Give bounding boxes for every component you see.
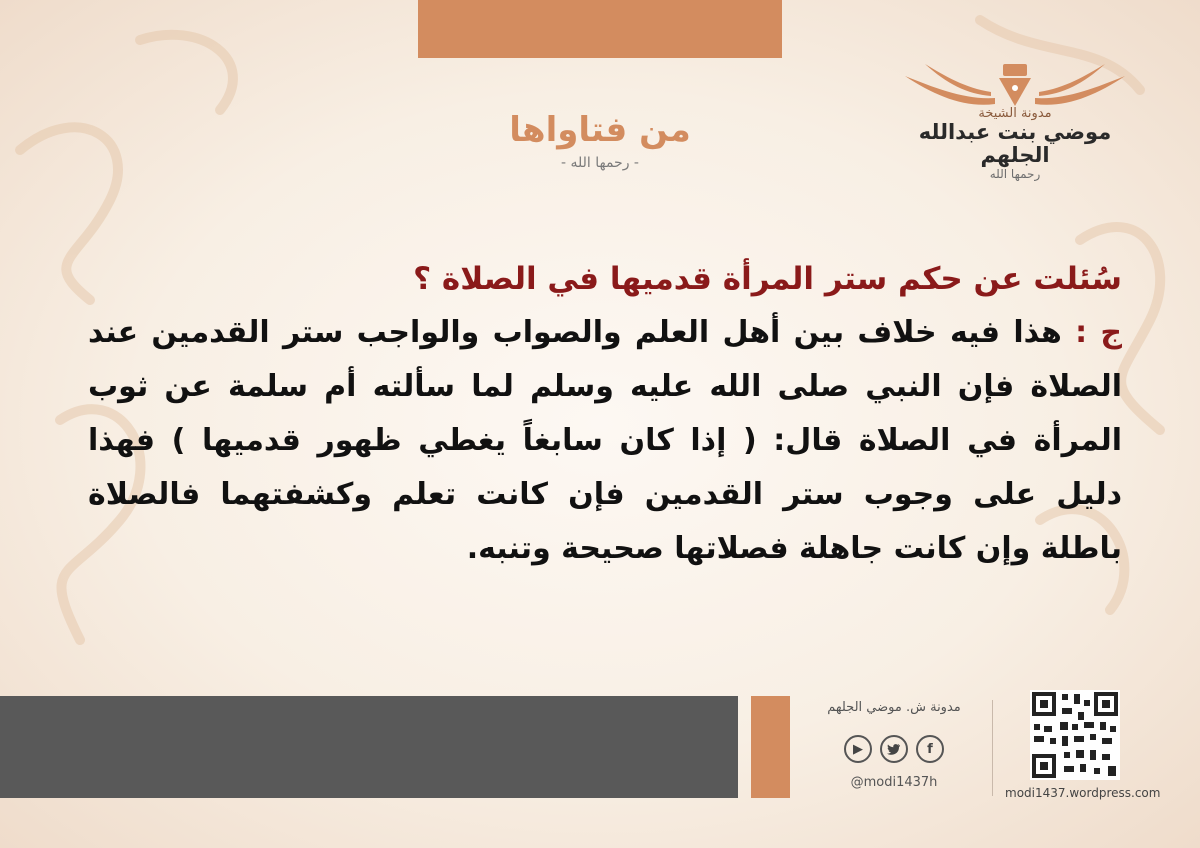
blog-label: مدونة الشيخة [978,106,1052,121]
fatwa-content [88,252,1122,576]
top-accent-bar [418,0,782,58]
page-title: من فتاواها [509,110,691,150]
twitter-icon[interactable] [880,735,908,763]
heading-block [450,112,750,171]
pen-nib-icon [895,58,1135,110]
answer-paragraph [88,306,1122,576]
qr-code-icon[interactable] [1030,690,1120,780]
page-subtitle: - رحمها الله - [561,155,639,172]
answer-text: هذا فيه خلاف بين أهل العلم والصواب والواجب ستر القدمين عند الصلاة فإن النبي صلى الله عليه وسلم لما سألته أم سلمة عن ثوب المرأة في الصلاة قال: ( إذا كان سابغاً يغطي ظهور قدميها ) فهذا دليل على وجوب ستر القدمين فإن كانت تعلم وكشفتهما فالصلاة باطلة وإن كانت جاهلة فصلاتها صحيحة وتنبه. [88,315,1122,566]
footer-divider [992,700,993,796]
blog-logo [890,58,1140,182]
social-icons [808,735,980,763]
youtube-icon[interactable]: ▶ [844,735,872,763]
website-url[interactable]: modi1437.wordpress.com [1005,786,1161,800]
question-text: سُئلت عن حكم ستر المرأة قدميها في الصلاة ؟ [413,261,1122,297]
author-prayer: رحمها الله [989,167,1041,182]
social-handle: @modi1437h [850,775,938,790]
author-name: موضي بنت عبدالله الجلهم [918,120,1112,168]
facebook-icon[interactable]: f [916,735,944,763]
footer-blog-name: مدونة ش. موضي الجلهم [827,700,961,715]
footer-dark-bar [0,696,738,798]
qr-block [1005,690,1161,800]
answer-prefix: ج : [1075,315,1123,350]
footer-accent-bar [751,696,790,798]
social-block [808,700,980,790]
